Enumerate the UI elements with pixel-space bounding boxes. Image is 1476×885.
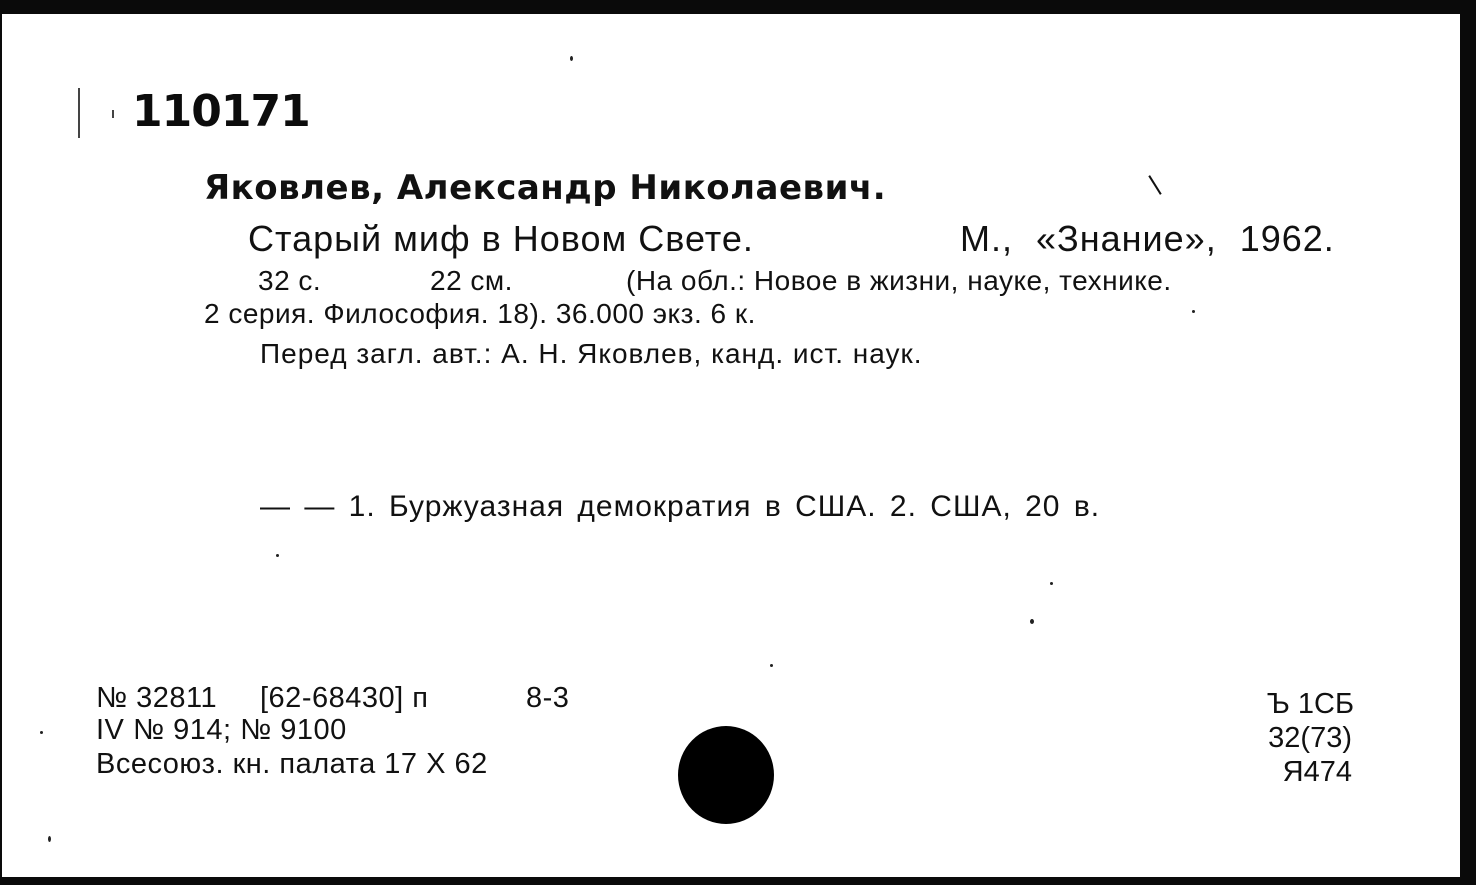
- pencil-mark: [1148, 175, 1161, 195]
- pages: 32 с.: [258, 265, 322, 296]
- series-end-text: 2 серия. Философия. 18).: [204, 298, 548, 329]
- price: 6 к.: [710, 298, 756, 329]
- ink-speck: [1192, 310, 1195, 313]
- scratch-mark: [112, 110, 114, 118]
- ink-speck: [770, 664, 773, 667]
- registry-code: 8-3: [526, 682, 570, 714]
- ink-speck: [1030, 619, 1034, 624]
- ink-speck: [276, 554, 279, 557]
- registry-number: № 32811: [96, 682, 218, 714]
- copies: 36.000 экз.: [555, 298, 703, 329]
- size: 22 см.: [430, 265, 513, 296]
- classification-mark: Ъ 1СБ: [1266, 688, 1354, 720]
- ink-speck: [48, 836, 51, 842]
- author-note: Перед загл. авт.: А. Н. Яковлев, канд. ист. наук.: [260, 338, 923, 369]
- subject-headings: — — 1. Буржуазная демократия в США. 2. США, 20 в.: [260, 490, 1101, 523]
- ink-speck: [1050, 582, 1053, 585]
- registry-line-2: IV № 914; № 9100: [96, 714, 347, 746]
- inventory-number: 110171: [132, 86, 310, 137]
- book-title: Старый миф в Новом Свете.: [248, 218, 754, 259]
- ink-speck: [570, 56, 573, 61]
- ink-speck: [40, 731, 43, 734]
- registry-bracket: [62-68430] п: [260, 682, 429, 714]
- udc-code: 32(73): [1268, 722, 1352, 754]
- scratch-mark: [78, 88, 80, 138]
- series-end: [204, 300, 756, 328]
- imprint: М., «Знание», 1962.: [960, 218, 1335, 259]
- author-sign: Я474: [1282, 756, 1352, 788]
- author-heading: Яковлев, Александр Николаевич.: [204, 168, 887, 208]
- registry-line-3: Всесоюз. кн. палата 17 X 62: [96, 748, 488, 780]
- series-start: (На обл.: Новое в жизни, науке, технике.: [626, 265, 1172, 296]
- punch-hole: [678, 726, 774, 824]
